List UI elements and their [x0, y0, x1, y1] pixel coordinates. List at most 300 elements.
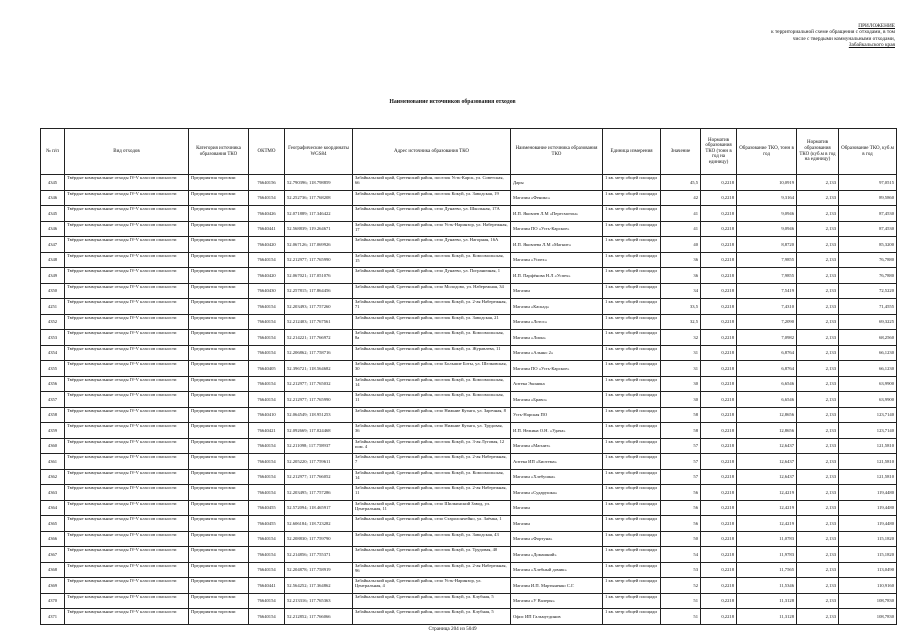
cell-oktmo: 76640154: [249, 609, 285, 625]
cell-address: Забайкальский край, Сретенский район, село Шилкинский Завод, ул. Центральная, 11: [353, 500, 511, 516]
cell-unit: 1 кв. метр общей площади: [603, 454, 661, 470]
cell-norm: 0,2218: [701, 469, 737, 485]
col-header-norm-m3: Норматив образования ТКО (куб.м в год на единицу): [797, 129, 839, 175]
cell-coords: 52.208830; 117.759790: [285, 531, 353, 547]
waste-sources-table: [40, 128, 897, 625]
cell-norm: 0,2218: [701, 423, 737, 439]
cell-unit: 1 кв. метр общей площади: [603, 531, 661, 547]
cell-coords: 52.212852; 117.766066: [285, 609, 353, 625]
cell-address: Забайкальский край, Сретенский район, поселок Усть-Карск, ул. Советская, 66: [353, 175, 511, 191]
cell-norm-m3: 2,133: [797, 252, 839, 268]
cell-num: 4361: [41, 454, 65, 470]
cell-oktmo: 76640154: [249, 376, 285, 392]
cell-volume-t: 6,8764: [737, 345, 797, 361]
cell-address: Забайкальский край, Сретенский район, поселок Кокуй, ул. Заводская, 21: [353, 314, 511, 330]
cell-oktmo: 76640420: [249, 268, 285, 284]
table-row: [41, 593, 897, 609]
cell-source: Магазин «Фортуна»: [511, 531, 603, 547]
cell-unit: 1 кв. метр общей площади: [603, 345, 661, 361]
cell-volume-t: 10,0919: [737, 175, 797, 191]
cell-volume-m3: 97,0515: [839, 175, 897, 191]
cell-waste: Твёрдые коммунальные отходы IV-V классов опасности: [65, 392, 189, 408]
cell-norm: 0,2218: [701, 283, 737, 299]
cell-norm: 0,2218: [701, 206, 737, 222]
cell-oktmo: 76640455: [249, 500, 285, 516]
cell-volume-t: 12,6437: [737, 454, 797, 470]
cell-oktmo: 76640421: [249, 423, 285, 439]
cell-category: Предприятия торговли: [189, 485, 249, 501]
cell-value: 30: [661, 392, 701, 408]
cell-norm-m3: 2,133: [797, 361, 839, 377]
cell-category: Предприятия торговли: [189, 361, 249, 377]
cell-volume-m3: 63,9900: [839, 376, 897, 392]
cell-oktmo: 76640154: [249, 469, 285, 485]
cell-coords: 52.203495; 117.757286: [285, 485, 353, 501]
cell-unit: 1 кв. метр общей площади: [603, 237, 661, 253]
cell-category: Предприятия торговли: [189, 407, 249, 423]
table-row: [41, 237, 897, 253]
cell-coords: 52.206862; 117.758716: [285, 345, 353, 361]
cell-unit: 1 кв. метр общей площади: [603, 547, 661, 563]
cell-waste: Твёрдые коммунальные отходы IV-V классов опасности: [65, 283, 189, 299]
cell-norm-m3: 2,133: [797, 469, 839, 485]
table-row: [41, 392, 897, 408]
cell-waste: Твёрдые коммунальные отходы IV-V классов опасности: [65, 345, 189, 361]
document-title: Наименование источников образования отходов: [389, 99, 516, 105]
cell-volume-m3: 115,1820: [839, 547, 897, 563]
cell-value: 56: [661, 500, 701, 516]
cell-norm-m3: 2,133: [797, 283, 839, 299]
cell-norm-m3: 2,133: [797, 454, 839, 470]
cell-num: 4356: [41, 376, 65, 392]
cell-norm: 0,2218: [701, 299, 737, 315]
cell-source: И.П. Яковлева Л.М «Магнит»: [511, 237, 603, 253]
cell-oktmo: 76640154: [249, 330, 285, 346]
cell-source: Магазин ПО «Усть-Карское»: [511, 361, 603, 377]
cell-norm-m3: 2,133: [797, 578, 839, 594]
table-row: [41, 206, 897, 222]
cell-coords: 52.568839; 119.264671: [285, 221, 353, 237]
cell-unit: 1 кв. метр общей площади: [603, 578, 661, 594]
cell-address: Забайкальский край, Сретенский район, поселок Кокуй, ул. Комсомольская, 11: [353, 392, 511, 408]
cell-address: Забайкальский край, Сретенский район, поселок Кокуй, ул. Комсомольская, 15: [353, 252, 511, 268]
cell-volume-m3: 123,7140: [839, 407, 897, 423]
cell-coords: 52.257815; 117.864456: [285, 283, 353, 299]
cell-volume-t: 11,7565: [737, 562, 797, 578]
cell-volume-m3: 76,7880: [839, 268, 897, 284]
cell-value: 51: [661, 609, 701, 625]
cell-num: 4370: [41, 593, 65, 609]
cell-num: 4357: [41, 392, 65, 408]
col-header-unit: Единица измерения: [603, 129, 661, 175]
cell-volume-m3: 119,4480: [839, 500, 897, 516]
cell-waste: Твёрдые коммунальные отходы IV-V классов опасности: [65, 469, 189, 485]
cell-norm: 0,2218: [701, 237, 737, 253]
cell-value: 33,5: [661, 299, 701, 315]
cell-address: Забайкальский край, Сретенский район, село Большие Боты, ул. Шелковская, 30: [353, 361, 511, 377]
cell-num: 4369: [41, 578, 65, 594]
cell-norm-m3: 2,133: [797, 268, 839, 284]
cell-source: Магазин «Феникс»: [511, 190, 603, 206]
cell-volume-m3: 89,5860: [839, 190, 897, 206]
cell-oktmo: 76640154: [249, 547, 285, 563]
cell-coords: 52.214221; 117.766972: [285, 330, 353, 346]
cell-address: Забайкальский край, Сретенский район, поселок Кокуй, ул. Журавлева, 11: [353, 345, 511, 361]
cell-num: 4353: [41, 330, 65, 346]
table-row: [41, 609, 897, 625]
cell-volume-m3: 121,5810: [839, 454, 897, 470]
cell-norm-m3: 2,133: [797, 593, 839, 609]
cell-num: 4345: [41, 206, 65, 222]
cell-num: 4359: [41, 423, 65, 439]
cell-volume-m3: 119,4480: [839, 516, 897, 532]
cell-num: 4349: [41, 268, 65, 284]
cell-address: Забайкальский край, Сретенский район, поселок Кокуй, ул. 2-ая Набережная, 71: [353, 299, 511, 315]
cell-value: 57: [661, 438, 701, 454]
cell-value: 36: [661, 252, 701, 268]
cell-unit: 1 кв. метр общей площади: [603, 190, 661, 206]
appendix-line: числе с твердыми коммунальными отходами,: [792, 35, 895, 42]
cell-coords: 52.252736; 117.768208: [285, 190, 353, 206]
cell-norm: 0,2218: [701, 361, 737, 377]
cell-value: 40: [661, 237, 701, 253]
col-header-oktmo: ОКТМО: [249, 129, 285, 175]
cell-category: Предприятия торговли: [189, 221, 249, 237]
cell-unit: 1 кв. метр общей площади: [603, 221, 661, 237]
cell-category: Предприятия торговли: [189, 392, 249, 408]
cell-oktmo: 76640426: [249, 206, 285, 222]
cell-source: Аптека ИП «Биотема»: [511, 454, 603, 470]
cell-norm: 0,2218: [701, 531, 737, 547]
cell-address: Забайкальский край, Сретенский район, поселок Кокуй, ул. Трудовая, 40: [353, 547, 511, 563]
cell-unit: 1 кв. метр общей площади: [603, 299, 661, 315]
cell-num: 4364: [41, 500, 65, 516]
cell-norm: 0,2218: [701, 454, 737, 470]
cell-oktmo: 76640420: [249, 237, 285, 253]
cell-volume-m3: 108,7830: [839, 593, 897, 609]
cell-norm-m3: 2,133: [797, 516, 839, 532]
col-header-volume-m3: Образование ТКО, куб.м в год: [839, 129, 897, 175]
cell-unit: 1 кв. метр общей площади: [603, 206, 661, 222]
cell-volume-t: 11,3128: [737, 593, 797, 609]
cell-unit: 1 кв. метр общей площади: [603, 314, 661, 330]
cell-volume-t: 8,8720: [737, 237, 797, 253]
cell-oktmo: 76640154: [249, 392, 285, 408]
cell-num: 4347: [41, 237, 65, 253]
cell-unit: 1 кв. метр общей площади: [603, 562, 661, 578]
cell-volume-t: 7,5419: [737, 283, 797, 299]
cell-coords: 52.564252; 117.364862: [285, 578, 353, 594]
cell-oktmo: 76640405: [249, 361, 285, 377]
cell-norm: 0,2218: [701, 330, 737, 346]
cell-value: 54: [661, 547, 701, 563]
cell-volume-t: 11,5346: [737, 578, 797, 594]
cell-address: Забайкальский край, Сретенский район, поселок Кокуй, ул. 2-ая Набережная, 7: [353, 454, 511, 470]
cell-norm-m3: 2,133: [797, 299, 839, 315]
cell-unit: 1 кв. метр общей площади: [603, 593, 661, 609]
cell-value: 50: [661, 531, 701, 547]
appendix-header: [680, 23, 895, 49]
cell-category: Предприятия торговли: [189, 252, 249, 268]
cell-oktmo: 76640154: [249, 299, 285, 315]
cell-volume-m3: 85,3200: [839, 237, 897, 253]
cell-waste: Твёрдые коммунальные отходы IV-V классов опасности: [65, 206, 189, 222]
cell-norm-m3: 2,133: [797, 547, 839, 563]
cell-volume-t: 11,9783: [737, 547, 797, 563]
cell-volume-t: 12,4219: [737, 500, 797, 516]
cell-waste: Твёрдые коммунальные отходы IV-V классов опасности: [65, 361, 189, 377]
cell-volume-m3: 69,3225: [839, 314, 897, 330]
cell-unit: 1 кв. метр общей площади: [603, 283, 661, 299]
cell-source: Магазин «Сударушка»: [511, 485, 603, 501]
cell-source: Магазин: [511, 283, 603, 299]
cell-volume-m3: 113,0490: [839, 562, 897, 578]
cell-value: 41: [661, 206, 701, 222]
table-row: [41, 516, 897, 532]
cell-norm: 0,2218: [701, 314, 737, 330]
cell-norm: 0,2218: [701, 221, 737, 237]
cell-coords: 52.204878; 117.758919: [285, 562, 353, 578]
cell-source: Магазин «Хлебушка»: [511, 469, 603, 485]
col-header-num: № п/п: [41, 129, 65, 175]
cell-volume-t: 11,3128: [737, 609, 797, 625]
table-row: [41, 299, 897, 315]
cell-waste: Твёрдые коммунальные отходы IV-V классов опасности: [65, 407, 189, 423]
cell-value: 32: [661, 330, 701, 346]
cell-oktmo: 76640156: [249, 175, 285, 191]
cell-num: 4346: [41, 190, 65, 206]
cell-oktmo: 76640154: [249, 485, 285, 501]
cell-coords: 52.212403; 117.767561: [285, 314, 353, 330]
cell-address: Забайкальский край, Сретенский район, село Молодово, ул. Набережная, 34: [353, 283, 511, 299]
cell-volume-t: 9,0946: [737, 221, 797, 237]
cell-waste: Твёрдые коммунальные отходы IV-V классов опасности: [65, 454, 189, 470]
cell-oktmo: 76640154: [249, 454, 285, 470]
cell-volume-m3: 72,5220: [839, 283, 897, 299]
cell-oktmo: 76640154: [249, 562, 285, 578]
cell-waste: Твёрдые коммунальные отходы IV-V классов опасности: [65, 562, 189, 578]
cell-norm: 0,2218: [701, 609, 737, 625]
cell-volume-m3: 119,4480: [839, 485, 897, 501]
cell-norm-m3: 2,133: [797, 500, 839, 516]
cell-norm: 0,2218: [701, 268, 737, 284]
cell-volume-t: 12,6437: [737, 469, 797, 485]
cell-value: 57: [661, 454, 701, 470]
cell-waste: Твёрдые коммунальные отходы IV-V классов опасности: [65, 593, 189, 609]
cell-volume-m3: 110,9160: [839, 578, 897, 594]
cell-address: Забайкальский край, Сретенский район, село Дунаево, ул. Школьная, 17А: [353, 206, 511, 222]
cell-num: 4362: [41, 469, 65, 485]
cell-category: Предприятия торговли: [189, 578, 249, 594]
cell-waste: Твёрдые коммунальные отходы IV-V классов опасности: [65, 268, 189, 284]
cell-norm-m3: 2,133: [797, 392, 839, 408]
cell-value: 52: [661, 578, 701, 594]
cell-category: Предприятия торговли: [189, 330, 249, 346]
cell-norm-m3: 2,133: [797, 237, 839, 253]
cell-address: Забайкальский край, Сретенский район, поселок Кокуй, ул. Заводская, 43: [353, 531, 511, 547]
cell-address: Забайкальский край, Сретенский район, поселок Кокуй, ул. Клубная, 5: [353, 609, 511, 625]
cell-value: 41: [661, 221, 701, 237]
cell-coords: 52.790396; 118.798859: [285, 175, 353, 191]
table-row: [41, 314, 897, 330]
cell-oktmo: 76640154: [249, 252, 285, 268]
cell-oktmo: 76640154: [249, 593, 285, 609]
cell-source: Аптека Эконика: [511, 376, 603, 392]
cell-category: Предприятия торговли: [189, 516, 249, 532]
cell-coords: 52.214856; 117.755371: [285, 547, 353, 563]
cell-volume-t: 7,0982: [737, 330, 797, 346]
cell-volume-t: 7,9855: [737, 268, 797, 284]
cell-oktmo: 76640154: [249, 314, 285, 330]
cell-source: И.П. Яковлев Л.М «Пересмотон»: [511, 206, 603, 222]
cell-volume-m3: 68,2560: [839, 330, 897, 346]
cell-volume-t: 12,8656: [737, 423, 797, 439]
cell-address: Забайкальский край, Сретенский район, поселок Кокуй, ул. 2-ая Набережная, 96: [353, 562, 511, 578]
cell-norm-m3: 2,133: [797, 175, 839, 191]
cell-source: Магазин «Домашний»: [511, 547, 603, 563]
appendix-title: ПРИЛОЖЕНИЕ: [858, 23, 895, 29]
table-row: [41, 485, 897, 501]
cell-source: Магазин И.П. Мартыненко С.Г.: [511, 578, 603, 594]
cell-category: Предприятия торговли: [189, 547, 249, 563]
cell-norm: 0,2218: [701, 392, 737, 408]
cell-oktmo: 76640430: [249, 283, 285, 299]
cell-num: 4348: [41, 252, 65, 268]
cell-num: 4251: [41, 299, 65, 315]
cell-value: 53: [661, 562, 701, 578]
table-row: [41, 376, 897, 392]
cell-oktmo: 76640441: [249, 578, 285, 594]
cell-category: Предприятия торговли: [189, 593, 249, 609]
cell-norm: 0,2218: [701, 516, 737, 532]
cell-coords: 52.606184; 118.723282: [285, 516, 353, 532]
cell-category: Предприятия торговли: [189, 283, 249, 299]
col-header-norm: Норматив образования ТКО (тонн в год на единицу): [701, 129, 737, 175]
cell-volume-m3: 66,1230: [839, 361, 897, 377]
cell-unit: 1 кв. метр общей площади: [603, 485, 661, 501]
table-row: [41, 361, 897, 377]
table-row: [41, 423, 897, 439]
cell-value: 42: [661, 190, 701, 206]
cell-source: Дары: [511, 175, 603, 191]
cell-norm: 0,2218: [701, 593, 737, 609]
cell-num: 4350: [41, 283, 65, 299]
table-row: [41, 578, 897, 594]
appendix-line: к территориальной схеме обращения с отходами, в том: [771, 29, 895, 36]
cell-source: Магазин: [511, 516, 603, 532]
appendix-line: Забайкальского края: [848, 42, 895, 49]
cell-category: Предприятия торговли: [189, 438, 249, 454]
cell-num: 4365: [41, 516, 65, 532]
cell-unit: 1 кв. метр общей площади: [603, 252, 661, 268]
cell-norm-m3: 2,133: [797, 345, 839, 361]
cell-waste: Твёрдые коммунальные отходы IV-V классов опасности: [65, 531, 189, 547]
cell-category: Предприятия торговли: [189, 190, 249, 206]
col-header-category: Категория источника образования ТКО: [189, 129, 249, 175]
cell-norm-m3: 2,133: [797, 376, 839, 392]
cell-num: 4367: [41, 547, 65, 563]
cell-category: Предприятия торговли: [189, 562, 249, 578]
cell-value: 34: [661, 283, 701, 299]
cell-volume-t: 12,4219: [737, 485, 797, 501]
cell-address: Забайкальский край, Сретенский район, село Старолончейно, ул. Заёмка, 1: [353, 516, 511, 532]
cell-norm: 0,2218: [701, 345, 737, 361]
cell-coords: 52.212977; 117.765032: [285, 376, 353, 392]
cell-volume-t: 12,8656: [737, 407, 797, 423]
cell-oktmo: 76640441: [249, 221, 285, 237]
col-header-coords: Географические координаты WGS84: [285, 129, 353, 175]
cell-address: Забайкальский край, Сретенский район, поселок Кокуй, ул. Клубная, 5: [353, 593, 511, 609]
cell-volume-m3: 121,5810: [839, 438, 897, 454]
cell-category: Предприятия торговли: [189, 206, 249, 222]
cell-category: Предприятия торговли: [189, 237, 249, 253]
cell-norm-m3: 2,133: [797, 562, 839, 578]
cell-oktmo: 76640455: [249, 516, 285, 532]
table-header-row: [41, 129, 897, 175]
cell-category: Предприятия торговли: [189, 376, 249, 392]
cell-num: 4354: [41, 345, 65, 361]
cell-source: Магазин «У Валеры»: [511, 593, 603, 609]
cell-volume-t: 11,0783: [737, 531, 797, 547]
cell-value: 58: [661, 423, 701, 439]
cell-value: 56: [661, 485, 701, 501]
cell-norm-m3: 2,133: [797, 330, 839, 346]
cell-volume-m3: 115,1820: [839, 531, 897, 547]
cell-norm-m3: 2,133: [797, 221, 839, 237]
cell-oktmo: 76640154: [249, 438, 285, 454]
cell-norm-m3: 2,133: [797, 609, 839, 625]
col-header-source: Наименование источника образования ТКО: [511, 129, 603, 175]
cell-volume-t: 12,4219: [737, 516, 797, 532]
cell-waste: Твёрдые коммунальные отходы IV-V классов опасности: [65, 314, 189, 330]
table-row: [41, 175, 897, 191]
cell-address: Забайкальский край, Сретенский район, село Усть-Наринзор, ул. Центральная, 4: [353, 578, 511, 594]
cell-source: Магазин «Браво»: [511, 392, 603, 408]
cell-norm: 0,2218: [701, 485, 737, 501]
cell-num: 4346: [41, 221, 65, 237]
table-row: [41, 407, 897, 423]
cell-category: Предприятия торговли: [189, 175, 249, 191]
cell-num: 4360: [41, 438, 65, 454]
cell-volume-t: 12,6437: [737, 438, 797, 454]
cell-source: Магазин «Магнит»: [511, 438, 603, 454]
cell-waste: Твёрдые коммунальные отходы IV-V классов опасности: [65, 175, 189, 191]
cell-waste: Твёрдые коммунальные отходы IV-V классов опасности: [65, 221, 189, 237]
cell-waste: Твёрдые коммунальные отходы IV-V классов опасности: [65, 438, 189, 454]
table-row: [41, 190, 897, 206]
cell-volume-t: 6,6546: [737, 392, 797, 408]
cell-waste: Твёрдые коммунальные отходы IV-V классов опасности: [65, 376, 189, 392]
cell-coords: 52.396721; 118.564682: [285, 361, 353, 377]
cell-category: Предприятия торговли: [189, 314, 249, 330]
table-row: [41, 547, 897, 563]
cell-category: Предприятия торговли: [189, 531, 249, 547]
cell-coords: 52.067021; 117.051076: [285, 268, 353, 284]
cell-address: Забайкальский край, Сретенский район, поселок Кокуй, ул. Комсомольская, 14: [353, 376, 511, 392]
cell-address: Забайкальский край, Сретенский район, поселок Кокуй, ул. Комсомольская, 14: [353, 469, 511, 485]
table-row: [41, 500, 897, 516]
cell-norm: 0,2218: [701, 562, 737, 578]
cell-norm-m3: 2,133: [797, 407, 839, 423]
cell-coords: 52.092669; 117.024468: [285, 423, 353, 439]
table-row: [41, 454, 897, 470]
cell-value: 32,5: [661, 314, 701, 330]
cell-source: Магазин: [511, 500, 603, 516]
cell-volume-m3: 71,4555: [839, 299, 897, 315]
cell-address: Забайкальский край, Сретенский район, село Усть-Наринзор, ул. Набережная, 17: [353, 221, 511, 237]
cell-num: 4368: [41, 562, 65, 578]
cell-volume-m3: 63,9900: [839, 392, 897, 408]
